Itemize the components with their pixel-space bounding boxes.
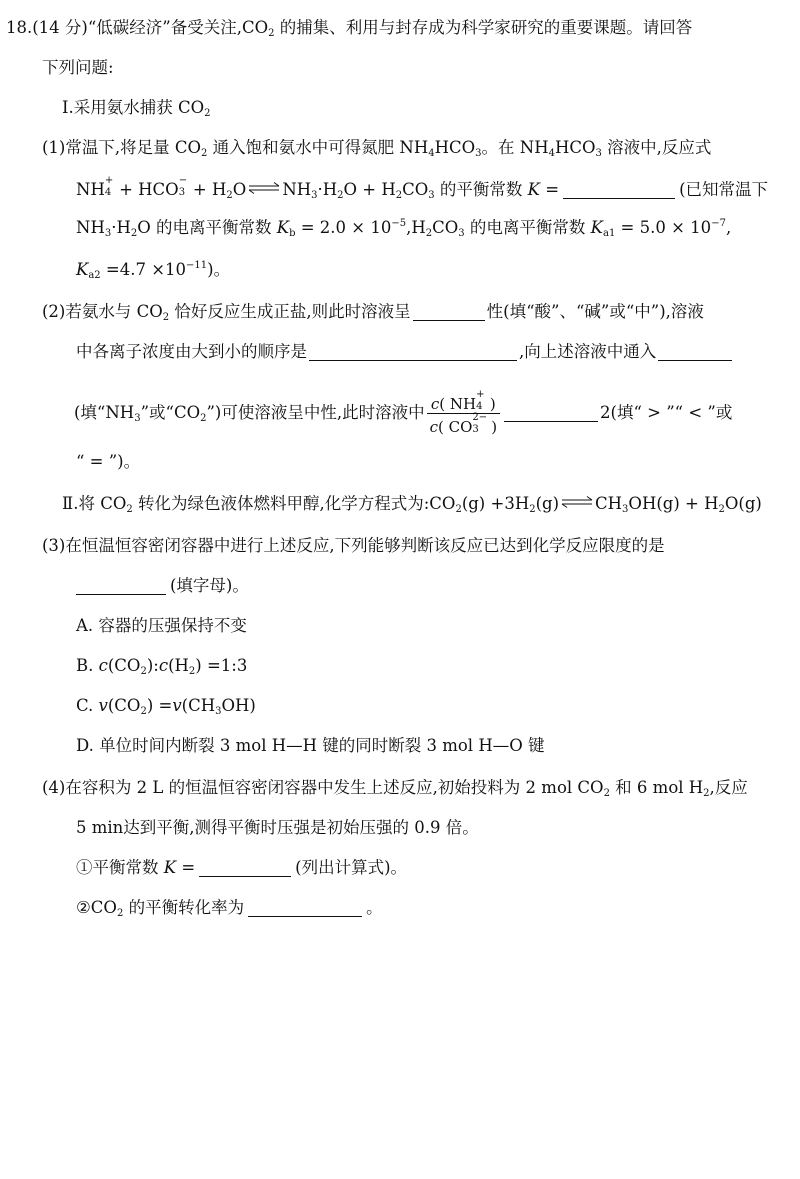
text: 的平衡转化率为 — [123, 898, 245, 917]
subscript: a2 — [88, 270, 101, 281]
text: Ⅱ.将 CO — [62, 494, 127, 513]
subscript: 3 — [458, 228, 465, 239]
part-label: (4) — [42, 778, 66, 797]
part-3-line-2 — [76, 575, 249, 597]
section-2-title — [62, 493, 762, 515]
text: HCO — [434, 138, 476, 157]
subscript: 3 — [104, 228, 112, 239]
superscript: −5 — [391, 218, 407, 229]
text: 。在 NH — [481, 138, 549, 157]
text: ): — [146, 656, 159, 675]
text: NH — [76, 218, 105, 237]
answer-blank-conversion[interactable] — [248, 898, 362, 917]
text: + H — [187, 180, 227, 199]
text: 性(填“酸”、“碱”或“中”),溶液 — [486, 302, 704, 321]
part-label: (2) — [42, 302, 66, 321]
subscript: 2 — [226, 190, 233, 201]
text: (CH — [181, 696, 216, 715]
text: ,向上述溶液中通入 — [519, 342, 657, 361]
equilibrium-arrow-icon — [247, 182, 281, 194]
text: O — [232, 180, 247, 199]
text: (列出计算式)。 — [295, 858, 408, 877]
text: D. 单位时间内断裂 3 mol H—H 键的同时断裂 3 mol H—O 键 — [76, 736, 545, 755]
part-1-line-3 — [76, 217, 731, 239]
text: ”或“CO — [140, 403, 201, 422]
text: OH(g) + H — [628, 494, 719, 513]
part-2-line-1 — [42, 301, 704, 323]
subscript: 2 — [201, 148, 208, 159]
text: 常温下,将足量 CO — [65, 138, 202, 157]
option-a — [76, 615, 247, 637]
subscript: a1 — [602, 228, 616, 239]
section-1-title — [62, 97, 211, 119]
superscript: + — [104, 175, 114, 186]
part-4-question-1 — [76, 857, 407, 879]
subscript: 2 — [140, 666, 147, 677]
text: ,反应 — [709, 778, 748, 797]
text: 恰好反应生成正盐,则此时溶液呈 — [169, 302, 411, 321]
text: = 2.0 × 10 — [295, 218, 392, 237]
text: CO — [448, 418, 473, 436]
answer-blank-k[interactable] — [563, 180, 675, 199]
text: NH — [76, 180, 105, 199]
symbol-k: K — [527, 180, 540, 199]
text: (填字母)。 — [170, 576, 249, 595]
text: 的电离平衡常数 — [464, 218, 591, 237]
superscript: 2− — [472, 412, 488, 423]
option-b — [76, 655, 247, 677]
subscript: 2 — [188, 666, 196, 677]
subscript: 3 — [178, 187, 186, 198]
superscript: −11 — [186, 260, 208, 271]
text: 。 — [366, 898, 383, 917]
fraction-denominator: c( CO 2− 3 ) — [427, 413, 500, 436]
text: , — [725, 218, 732, 237]
question-intro-line-1 — [6, 17, 692, 39]
text: ) = — [146, 696, 173, 715]
subscript: 3 — [134, 413, 141, 424]
supsub — [179, 177, 188, 197]
equilibrium-arrow-icon — [560, 496, 594, 508]
symbol-c: c — [158, 656, 169, 675]
subscript: 2 — [204, 108, 211, 119]
text: (g) +3H — [461, 494, 530, 513]
text: (填“NH — [74, 403, 135, 422]
subscript: 2 — [200, 413, 207, 424]
question-intro-line-2 — [42, 57, 114, 79]
subscript: b — [289, 228, 296, 239]
supsub — [105, 177, 114, 197]
text: (已知常温下 — [679, 180, 769, 199]
superscript: −7 — [711, 218, 726, 229]
text: = — [540, 180, 560, 199]
intro-text: 的捕集、利用与封存成为科学家研究的重要课题。请回答 — [274, 18, 693, 37]
text: 若氨水与 CO — [65, 302, 163, 321]
option-d — [76, 735, 545, 757]
text: ·H — [111, 218, 131, 237]
part-2-line-4 — [76, 451, 140, 473]
subscript: 2 — [703, 788, 710, 799]
subscript: 4 — [548, 148, 555, 159]
symbol-k: K — [163, 858, 177, 877]
intro-text: “低碳经济”备受关注,CO — [87, 18, 269, 37]
part-2-line-3 — [74, 391, 732, 436]
subscript: 3 — [472, 424, 479, 435]
subscript: 2 — [337, 190, 344, 201]
fraction-numerator: c( NH + 4 ) — [430, 389, 496, 413]
subscript: 2 — [162, 312, 170, 323]
subscript: 2 — [529, 504, 536, 515]
subscript: 3 — [622, 504, 629, 515]
part-1-equation-line — [76, 177, 768, 201]
text: CO — [402, 180, 429, 199]
subscript: 2 — [425, 228, 433, 239]
text: B. — [76, 656, 99, 675]
text: )。 — [207, 260, 231, 279]
text: 的平衡常数 — [434, 180, 528, 199]
text: 在恒温恒容密闭容器中进行上述反应,下列能够判断该反应已达到化学反应限度的是 — [65, 536, 665, 555]
part-label: (1) — [42, 138, 66, 157]
subscript: 3 — [215, 706, 222, 717]
part-1-line-1 — [42, 137, 711, 159]
subscript: 2 — [116, 908, 124, 919]
text: “ = ”)。 — [76, 452, 141, 471]
subscript: 3 — [428, 190, 435, 201]
text: 在容积为 2 L 的恒温恒容密闭容器中发生上述反应,初始投料为 2 mol CO — [65, 778, 604, 797]
text: + HCO — [113, 180, 179, 199]
text: ②CO — [76, 898, 117, 917]
text: ”)可使溶液呈中性,此时溶液中 — [206, 403, 425, 422]
subscript: 4 — [104, 187, 112, 198]
symbol-c: c — [98, 656, 108, 675]
text: C. — [76, 696, 99, 715]
symbol-c: c — [429, 418, 439, 436]
text: O + H — [343, 180, 396, 199]
text: (g) — [535, 494, 560, 513]
text: (CO — [107, 696, 141, 715]
answer-blank-k-expression[interactable] — [199, 858, 291, 877]
option-c — [76, 695, 256, 717]
subscript: 2 — [718, 504, 725, 515]
answer-blank-choice[interactable] — [76, 576, 166, 595]
subscript: 4 — [428, 148, 435, 159]
symbol-k: K — [76, 260, 89, 279]
text: OH) — [221, 696, 256, 715]
part-4-line-1 — [42, 777, 748, 799]
subscript: 2 — [395, 190, 403, 201]
text: NH — [449, 395, 477, 413]
text: ·H — [317, 180, 338, 199]
text: ) =1:3 — [195, 656, 248, 675]
subscript: 4 — [476, 401, 483, 412]
text: HCO — [554, 138, 596, 157]
text: O 的电离平衡常数 — [137, 218, 277, 237]
text: CO — [432, 218, 459, 237]
text: (CO — [107, 656, 141, 675]
text: 中各离子浓度由大到小的顺序是 — [76, 342, 307, 361]
subscript: 2 — [130, 228, 138, 239]
concentration-ratio-fraction — [427, 391, 500, 436]
part-3-line-1 — [42, 535, 665, 557]
subscript: 3 — [475, 148, 482, 159]
text: 溶液中,反应式 — [601, 138, 712, 157]
part-4-question-2 — [76, 897, 383, 919]
subscript: 2 — [140, 706, 147, 717]
answer-blank-comparison[interactable] — [504, 403, 598, 422]
question-score: (14 分) — [32, 18, 88, 37]
subscript: 2 — [455, 504, 462, 515]
superscript: − — [178, 175, 188, 186]
part-label: (3) — [42, 536, 66, 555]
answer-blank-gas[interactable] — [658, 342, 732, 361]
intro-text: 下列问题: — [42, 58, 114, 77]
text: = 5.0 × 10 — [615, 218, 712, 237]
answer-blank-ion-order[interactable] — [309, 342, 517, 361]
subscript: 3 — [311, 190, 318, 201]
text: ①平衡常数 — [76, 858, 164, 877]
subscript: 2 — [126, 504, 133, 515]
supsub — [472, 414, 486, 434]
subscript: 2 — [268, 28, 275, 39]
subscript: 3 — [595, 148, 602, 159]
subscript: 2 — [603, 788, 610, 799]
text: (H — [168, 656, 189, 675]
symbol-v: v — [98, 696, 108, 715]
symbol-k: K — [590, 218, 603, 237]
text: = — [176, 858, 196, 877]
text: 和 6 mol H — [609, 778, 704, 797]
text: =4.7 ×10 — [100, 260, 187, 279]
text: O(g) — [724, 494, 762, 513]
supsub — [476, 391, 485, 411]
text: NH — [282, 180, 312, 199]
text: 转化为绿色液体燃料甲醇,化学方程式为:CO — [132, 494, 456, 513]
part-1-line-4 — [76, 259, 230, 281]
part-2-line-2 — [76, 341, 734, 363]
text: 2(填“ > ”“ < ”或 — [600, 403, 733, 422]
section-title-text: Ⅰ.采用氨水捕获 CO — [62, 98, 205, 117]
text: 通入饱和氨水中可得氮肥 NH — [207, 138, 429, 157]
answer-blank-acidity[interactable] — [413, 302, 485, 321]
text: CH — [595, 494, 623, 513]
symbol-k: K — [276, 218, 290, 237]
text: A. 容器的压强保持不变 — [76, 616, 247, 635]
symbol-c: c — [430, 395, 440, 413]
symbol-v: v — [172, 696, 182, 715]
part-4-line-2 — [76, 817, 479, 839]
text: 5 min达到平衡,测得平衡时压强是初始压强的 0.9 倍。 — [76, 818, 479, 837]
question-number: 18. — [6, 18, 33, 37]
superscript: + — [476, 389, 485, 400]
text: ,H — [406, 218, 426, 237]
